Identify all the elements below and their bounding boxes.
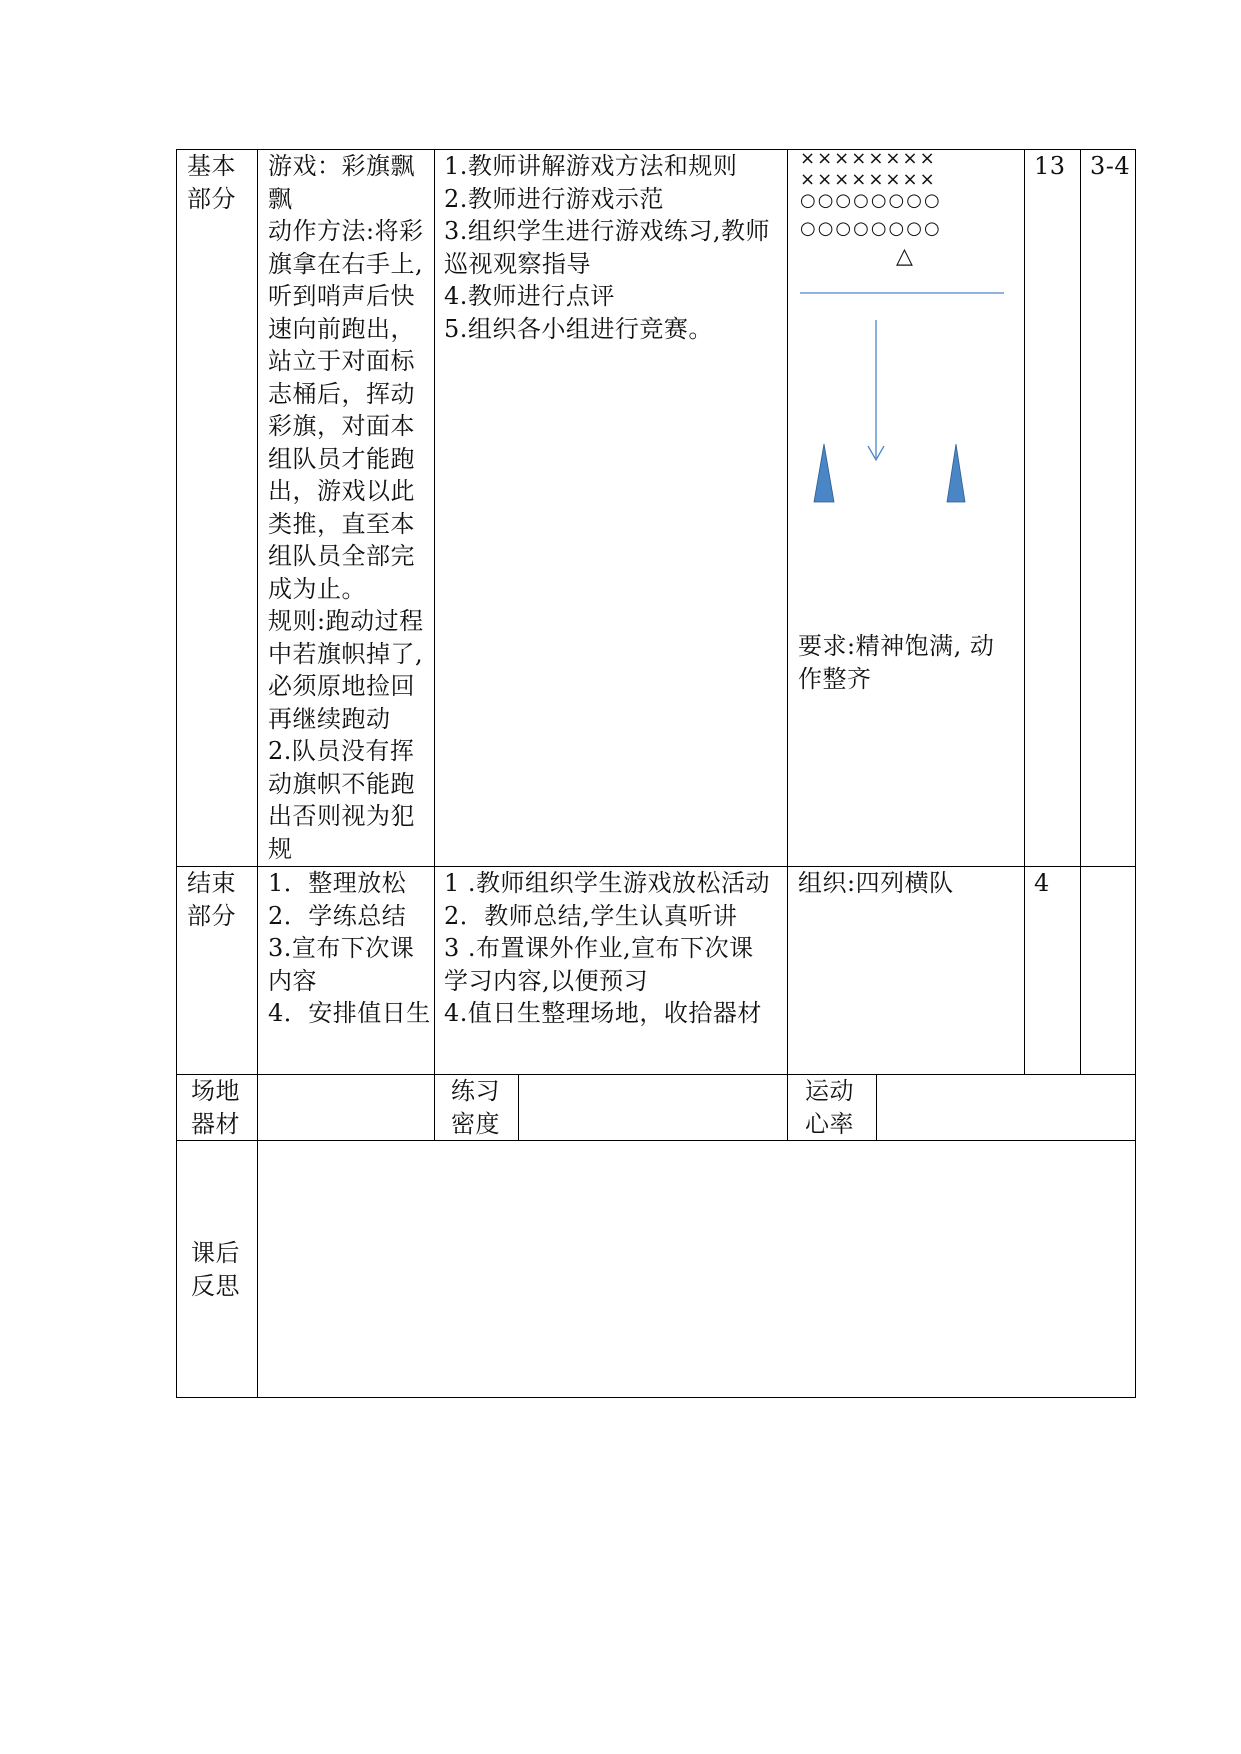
table-border-bottom <box>176 1397 1135 1398</box>
table-border-left <box>176 149 177 1398</box>
heart-rate-label: 运动 心率 <box>805 1077 854 1138</box>
end-section-organization: 组织:四列横队 <box>798 869 954 897</box>
basic-section-label: 基本 部分 <box>187 152 236 213</box>
col-divider-2 <box>434 149 435 1141</box>
basic-section-content: 游戏：彩旗飘 飘 动作方法:将彩 旗拿在右手上, 听到哨声后快 速向前跑出， 站立于对面标 志桶后，挥动 彩旗，对面本 组队员才能跑 出，游戏以此 类推，直至本 组队员全部完 成为止。 规则:跑动过程 中若旗帜掉了, 必须原地捡回 再继续跑动 2.队员没有挥 动旗帜不能跑 出否则视为犯 规 <box>268 152 424 863</box>
venue-equipment-label: 场地 器材 <box>191 1077 240 1138</box>
end-section-content: 1．整理放松 2．学练总结 3.宣布下次课 内容 4．安排值日生 <box>268 869 431 1027</box>
col-divider-5 <box>1080 149 1081 1075</box>
cone-left-icon <box>814 444 834 502</box>
row-divider-end-footer <box>176 1074 1135 1075</box>
col-divider-3 <box>787 149 788 1141</box>
basic-count: 3-4 <box>1090 152 1131 180</box>
formation-row-o-1: ○○○○○○○○ <box>800 190 942 211</box>
col-divider-1 <box>257 149 258 1398</box>
table-border-right <box>1135 149 1136 1398</box>
post-class-reflection-label: 课后 反思 <box>191 1239 240 1300</box>
formation-drawing <box>790 148 1030 528</box>
cone-right-icon <box>947 444 965 502</box>
row-divider-footer-reflection <box>176 1140 1135 1141</box>
formation-row-x-2: ×××××××× <box>800 169 937 190</box>
practice-density-label: 练习 密度 <box>451 1077 500 1138</box>
formation-row-o-2: ○○○○○○○○ <box>800 218 942 239</box>
basic-requirement: 要求:精神饱满, 动 作整齐 <box>798 632 995 693</box>
teacher-triangle-icon: △ <box>896 244 915 269</box>
formation-row-x-1: ×××××××× <box>800 148 937 169</box>
end-time: 4 <box>1034 869 1050 897</box>
end-section-label: 结束 部分 <box>187 869 236 930</box>
end-section-methods: 1 .教师组织学生游戏放松活动 2．教师总结,学生认真听讲 3 .布置课外作业,宣布下次课 学习内容,以便预习 4.值日生整理场地，收拾器材 <box>444 869 771 1027</box>
formation-diagram <box>790 148 1030 528</box>
footer-divider-heart <box>876 1074 877 1141</box>
basic-time: 13 <box>1034 152 1066 180</box>
basic-section-methods: 1.教师讲解游戏方法和规则 2.教师进行游戏示范 3.组织学生进行游戏练习,教师 巡视观察指导 4.教师进行点评 5.组织各小组进行竞赛。 <box>444 152 771 343</box>
footer-divider-density <box>518 1074 519 1141</box>
